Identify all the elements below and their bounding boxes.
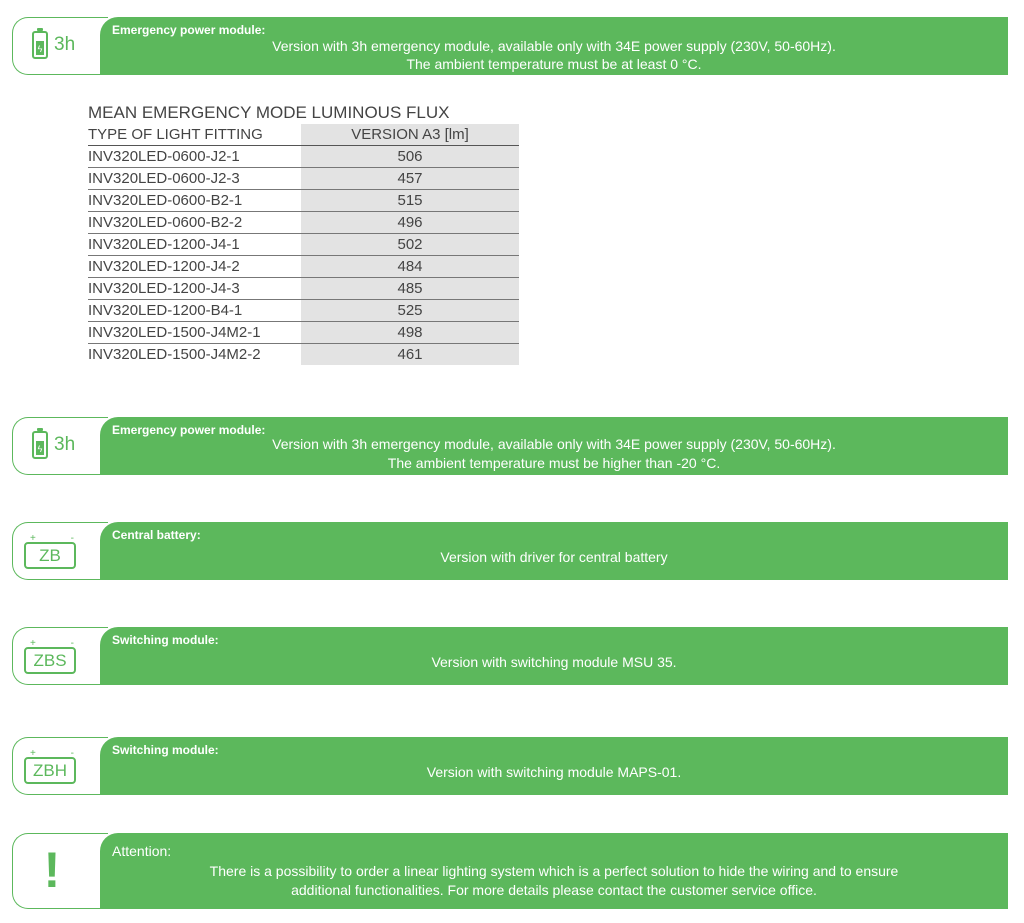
flux-cell: 525	[301, 300, 519, 322]
banner-title: Switching module:	[112, 743, 219, 757]
flux-cell: 461	[301, 344, 519, 366]
banner-title: Central battery:	[112, 528, 201, 542]
battery-icon: ϟ 3h	[22, 27, 102, 63]
exclamation-icon: !	[43, 842, 61, 898]
banner-line: There is a possibility to order a linear lighting system which is a perfect solution to hide the wiring and to ensure	[209, 863, 899, 879]
column-header: VERSION A3 [lm]	[301, 124, 519, 146]
fitting-cell: INV320LED-1200-J4-1	[88, 234, 301, 256]
banner-line: Version with 3h emergency module, available only with 34E power supply (230V, 50-60Hz).	[272, 436, 836, 452]
central-battery-banner	[12, 522, 1008, 580]
fitting-cell: INV320LED-1200-B4-1	[88, 300, 301, 322]
fitting-cell: INV320LED-0600-B2-1	[88, 190, 301, 212]
battery-icon: ϟ 3h	[22, 427, 102, 463]
icon-label: 3h	[54, 434, 76, 455]
emergency-module-banner-2	[12, 417, 1008, 475]
icon-label: ZB	[24, 542, 76, 569]
icon-label: ZBS	[24, 647, 76, 674]
flux-cell: 502	[301, 234, 519, 256]
table-row	[88, 256, 519, 278]
switching-module-banner-msu	[12, 627, 1008, 685]
switching-module-icon: + - ZBS	[24, 639, 84, 673]
fitting-cell: INV320LED-1200-J4-3	[88, 278, 301, 300]
flux-cell: 496	[301, 212, 519, 234]
attention-banner	[12, 833, 1008, 909]
fitting-cell: INV320LED-0600-J2-1	[88, 146, 301, 168]
column-header: TYPE OF LIGHT FITTING	[88, 124, 301, 146]
banner-line: Version with switching module MAPS-01.	[426, 764, 682, 780]
banner-title: Switching module:	[112, 633, 219, 647]
flux-cell: 515	[301, 190, 519, 212]
flux-cell: 506	[301, 146, 519, 168]
table-row	[88, 344, 519, 366]
table-row	[88, 278, 519, 300]
banner-title: Attention:	[112, 843, 172, 859]
icon-label: ZBH	[24, 757, 76, 784]
fitting-cell: INV320LED-1500-J4M2-1	[88, 322, 301, 344]
banner-line: The ambient temperature must be higher than -20 °C.	[387, 455, 721, 471]
table-title: MEAN EMERGENCY MODE LUMINOUS FLUX	[88, 103, 450, 122]
flux-cell: 498	[301, 322, 519, 344]
luminous-flux-table	[88, 124, 519, 365]
switching-module-icon: + - ZBH	[24, 749, 84, 783]
banner-title: Emergency power module:	[112, 23, 266, 37]
banner-line: The ambient temperature must be at least 0 °C.	[406, 56, 702, 72]
fitting-cell: INV320LED-0600-J2-3	[88, 168, 301, 190]
banner-line: additional functionalities. For more details please contact the customer service office.	[291, 882, 817, 898]
fitting-cell: INV320LED-0600-B2-2	[88, 212, 301, 234]
table-row	[88, 300, 519, 322]
central-battery-icon: + - ZB	[24, 534, 84, 568]
flux-cell: 457	[301, 168, 519, 190]
banner-line: Version with 3h emergency module, available only with 34E power supply (230V, 50-60Hz).	[272, 38, 836, 54]
switching-module-banner-maps	[12, 737, 1008, 795]
table-row	[88, 212, 519, 234]
flux-cell: 484	[301, 256, 519, 278]
banner-line: Version with switching module MSU 35.	[431, 654, 677, 670]
table-header-row	[88, 124, 519, 146]
fitting-cell: INV320LED-1500-J4M2-2	[88, 346, 261, 363]
table-row	[88, 146, 519, 168]
banner-line: Version with driver for central battery	[440, 549, 668, 565]
emergency-module-banner-1	[12, 17, 1008, 75]
table-row	[88, 234, 519, 256]
flux-cell: 485	[301, 278, 519, 300]
table-row	[88, 322, 519, 344]
table-row	[88, 168, 519, 190]
icon-label: 3h	[54, 34, 76, 55]
banner-title: Emergency power module:	[112, 423, 266, 437]
fitting-cell: INV320LED-1200-J4-2	[88, 256, 301, 278]
table-row	[88, 190, 519, 212]
